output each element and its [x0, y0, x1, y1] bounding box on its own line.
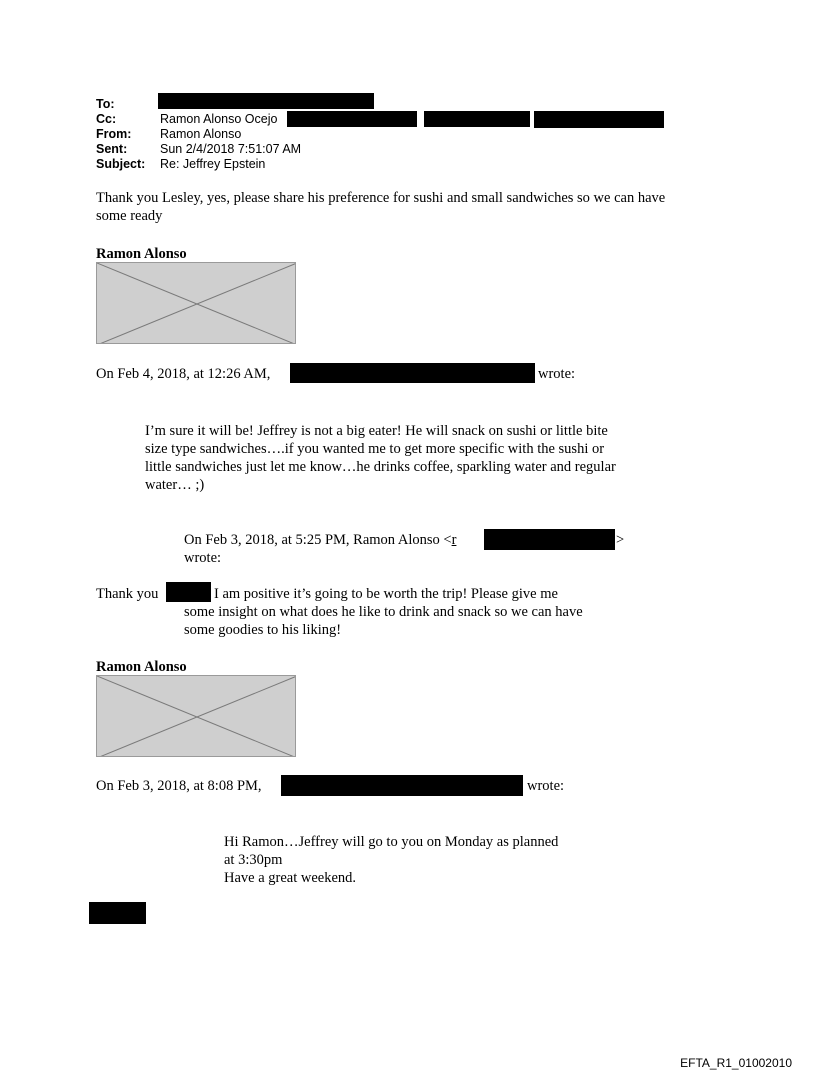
signature-image-placeholder-1 — [96, 262, 296, 344]
redaction-quote1-sender — [290, 363, 535, 383]
quote1-attribution-prefix: On Feb 4, 2018, at 12:26 AM, — [96, 366, 271, 382]
cc-label: Cc: — [96, 112, 117, 126]
quote2-attribution-wrote: wrote: — [184, 550, 222, 566]
subject-label: Subject: — [96, 157, 146, 171]
quote1-line-2: size type sandwiches….if you wanted me to get more specific with the sushi or — [145, 441, 605, 457]
signature-name-1: Ramon Alonso — [96, 246, 187, 262]
sent-label: Sent: — [96, 142, 128, 156]
quote1-line-4: water… ;) — [145, 477, 205, 493]
quote2-line-3: some goodies to his liking! — [184, 622, 342, 638]
redaction-cc-1 — [287, 111, 417, 127]
quote3-line-2: at 3:30pm — [224, 852, 283, 868]
quote2-attribution-prefix — [184, 531, 456, 549]
subject-value: Re: Jeffrey Epstein — [160, 157, 266, 171]
signature-name-2: Ramon Alonso — [96, 659, 187, 675]
redaction-bottom-signoff — [89, 902, 146, 924]
signature-image-placeholder-2 — [96, 675, 296, 757]
quote3-attribution-suffix: wrote: — [527, 778, 565, 794]
body-line-1: Thank you Lesley, yes, please share his preference for sushi and small sandwiches so we can have — [96, 190, 666, 206]
quote3-line-3: Have a great weekend. — [224, 870, 357, 886]
body-line-2: some ready — [96, 208, 163, 224]
redaction-to — [158, 93, 374, 109]
quote2-attribution-prefix-text: On Feb 3, 2018, at 5:25 PM, Ramon Alonso < — [184, 532, 452, 548]
bates-number: EFTA_R1_01002010 — [680, 1056, 792, 1070]
quote2-line-2: some insight on what does he like to drink and snack so we can have — [184, 604, 583, 620]
from-value: Ramon Alonso — [160, 127, 242, 141]
quote2-attribution-partial-char: r — [451, 532, 457, 548]
sent-value: Sun 2/4/2018 7:51:07 AM — [160, 142, 302, 156]
quote3-line-1: Hi Ramon…Jeffrey will go to you on Monday as planned — [224, 834, 559, 850]
redaction-quote3-sender — [281, 775, 523, 796]
to-label: To: — [96, 97, 115, 111]
redaction-quote2-email — [484, 529, 615, 550]
redaction-quote2-name — [166, 582, 211, 602]
quote1-line-1: I’m sure it will be! Jeffrey is not a big eater! He will snack on sushi or little bite — [145, 423, 608, 439]
quote2-line-1-rest: I am positive it’s going to be worth the trip! Please give me — [214, 586, 558, 602]
quote2-thank-you: Thank you — [96, 586, 159, 602]
cc-value: Ramon Alonso Ocejo — [160, 112, 278, 126]
quote1-line-3: little sandwiches just let me know…he drinks coffee, sparkling water and regular — [145, 459, 616, 475]
quote2-attribution-close: > — [616, 532, 625, 548]
from-label: From: — [96, 127, 132, 141]
redaction-cc-2 — [424, 111, 530, 127]
quote3-attribution-prefix: On Feb 3, 2018, at 8:08 PM, — [96, 778, 262, 794]
quote1-attribution-suffix: wrote: — [538, 366, 576, 382]
redaction-cc-3 — [534, 111, 664, 128]
